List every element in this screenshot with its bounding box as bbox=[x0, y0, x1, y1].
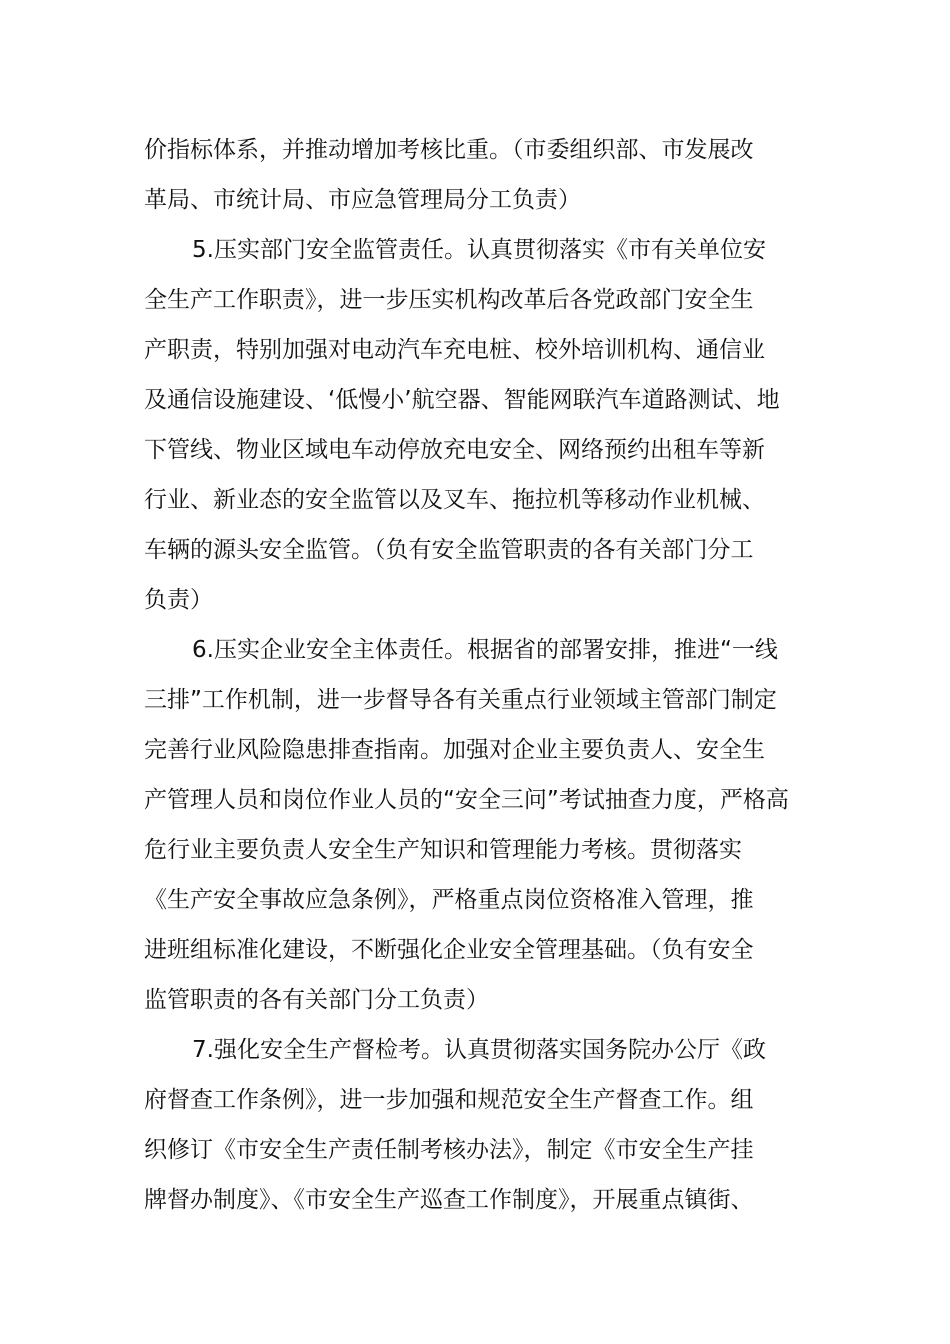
text-line: 府督查工作条例》，进一步加强和规范安全生产督查工作。组 bbox=[144, 1087, 754, 1113]
paragraph-heading-5: 5.压实部门安全监管责任。认真贯彻落实《市有关单位安 bbox=[192, 237, 766, 263]
text-line: 进班组标准化建设，不断强化企业安全管理基础。（负有安全 bbox=[144, 937, 754, 963]
text-line: 《生产安全事故应急条例》，严格重点岗位资格准入管理，推 bbox=[144, 887, 754, 913]
text-line: 行业、新业态的安全监管以及叉车、拖拉机等移动作业机械、 bbox=[144, 487, 765, 513]
text-line: 革局、市统计局、市应急管理局分工负责） bbox=[144, 187, 581, 213]
text-line: 产管理人员和岗位作业人员的“安全三问”考试抽查力度，严格高 bbox=[144, 787, 789, 813]
text-line: 三排”工作机制，进一步督导各有关重点行业领域主管部门制定 bbox=[144, 687, 777, 713]
text-line: 监管职责的各有关部门分工负责） bbox=[144, 987, 489, 1013]
paragraph-heading-6: 6.压实企业安全主体责任。根据省的部署安排，推进“一线 bbox=[192, 637, 778, 663]
text-line: 车辆的源头安全监管。（负有安全监管职责的各有关部门分工 bbox=[144, 537, 754, 563]
text-line: 下管线、物业区域电车动停放充电安全、网络预约出租车等新 bbox=[144, 437, 765, 463]
text-line: 负责） bbox=[144, 587, 213, 613]
text-line: 产职责，特别加强对电动汽车充电桩、校外培训机构、通信业 bbox=[144, 337, 765, 363]
text-line: 价指标体系，并推动增加考核比重。（市委组织部、市发展改 bbox=[144, 137, 754, 163]
text-line: 完善行业风险隐患排查指南。加强对企业主要负责人、安全生 bbox=[144, 737, 765, 763]
text-line: 牌督办制度》、《市安全生产巡查工作制度》，开展重点镇街、 bbox=[144, 1187, 754, 1213]
text-line: 织修订《市安全生产责任制考核办法》，制定《市安全生产挂 bbox=[144, 1137, 754, 1163]
text-line: 危行业主要负责人安全生产知识和管理能力考核。贯彻落实 bbox=[144, 837, 742, 863]
text-line: 全生产工作职责》，进一步压实机构改革后各党政部门安全生 bbox=[144, 287, 754, 313]
paragraph-heading-7: 7.强化安全生产督检考。认真贯彻落实国务院办公厅《政 bbox=[192, 1037, 766, 1063]
text-line: 及通信设施建设、‘低慢小’航空器、智能网联汽车道路测试、地 bbox=[144, 387, 780, 413]
